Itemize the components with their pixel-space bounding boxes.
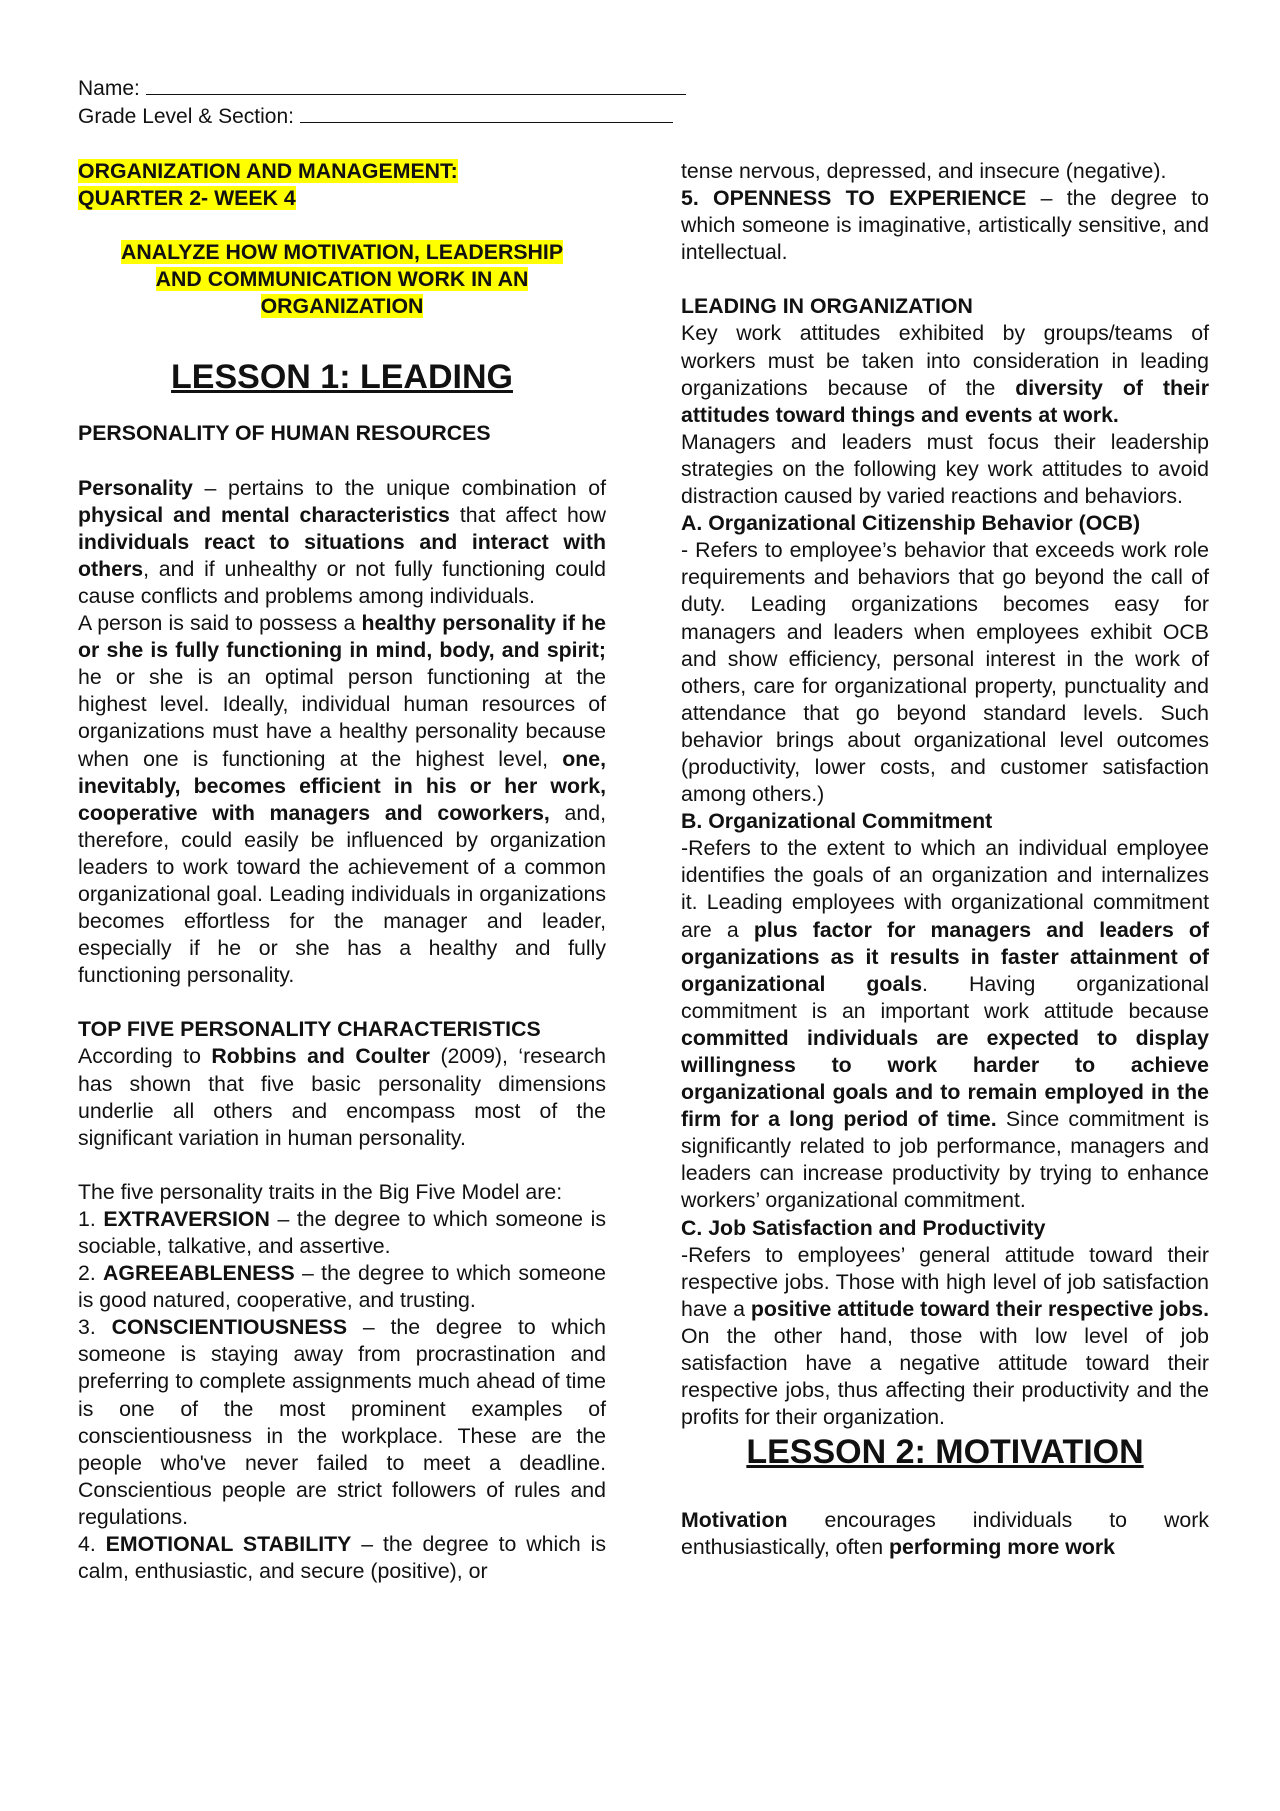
grade-label: Grade Level & Section: [78, 105, 294, 128]
robbins-paragraph: According to Robbins and Coulter (2009), ‘research has shown that five basic personality dimensions underlie all others and encompass most of the significant variation in human personality. [78, 1044, 606, 1150]
analyze-line3: ORGANIZATION [260, 294, 424, 319]
analyze-line1: ANALYZE HOW MOTIVATION, LEADERSHIP [120, 240, 564, 265]
trait-emotional-stability-cont: tense nervous, depressed, and insecure (negative). [681, 159, 1167, 183]
analyze-line2: AND COMMUNICATION WORK IN AN [155, 267, 529, 292]
course-title [78, 158, 606, 212]
trait-extraversion: 1. EXTRAVERSION – the degree to which someone is sociable, talkative, and assertive. [78, 1206, 606, 1258]
personality-paragraph: Personality – pertains to the unique combination of physical and mental characteristics that affect how individuals react to situations and interact with others, and if unhealthy or not fully functioning could cause conflicts and problems among individuals. [78, 475, 607, 608]
leading-heading: LEADING IN ORGANIZATION [681, 294, 973, 319]
job-satisfaction-text: -Refers to employees’ general attitude toward their respective jobs. Those with high level of job satisfaction have a positive attitude toward their respective jobs. On the other hand, those with low level of job satisfaction have a negative attitude toward their respective jobs, thus affecting their productivity and the profits for their organization. [681, 1242, 1209, 1430]
right-column [681, 158, 1209, 1562]
name-line [78, 74, 686, 102]
course-title-line2: QUARTER 2- WEEK 4 [78, 186, 296, 211]
managers-paragraph: Managers and leaders must focus their leadership strategies on the following key work attitudes to avoid distraction caused by varied reactions and behaviors. [681, 429, 1209, 509]
trait-emotional-stability: 4. EMOTIONAL STABILITY – the degree to which is calm, enthusiastic, and secure (positive), or [78, 1532, 606, 1584]
job-satisfaction-heading: C. Job Satisfaction and Productivity [681, 1215, 1046, 1240]
trait-openness: 5. OPENNESS TO EXPERIENCE – the degree to which someone is imaginative, artistically sensitive, and intellectual. [681, 186, 1209, 265]
grade-blank[interactable] [300, 102, 673, 123]
name-label: Name: [78, 77, 140, 100]
ocb-heading: A. Organizational Citizenship Behavior (OCB) [681, 511, 1141, 536]
name-blank[interactable] [146, 74, 686, 95]
lesson1-title: LESSON 1: LEADING [171, 358, 513, 397]
course-title-line1: ORGANIZATION AND MANAGEMENT: [78, 159, 458, 183]
ocb-text: - Refers to employee’s behavior that exceeds work role requirements and behaviors that go beyond the call of duty. Leading organizations becomes easy for managers and leaders when employees exhibit OCB and show efficiency, personal interest in the work of others, care for organizational property, punctuality and attendance that go beyond standard levels. Such behavior brings about organizational level outcomes (productivity, lower costs, and customer satisfaction among others.) [681, 538, 1209, 807]
personality-heading: PERSONALITY OF HUMAN RESOURCES [78, 421, 491, 446]
lesson2-title: LESSON 2: MOTIVATION [746, 1433, 1144, 1472]
commitment-heading: B. Organizational Commitment [681, 809, 993, 834]
key-attitudes-paragraph: Key work attitudes exhibited by groups/teams of workers must be taken into consideration in leading organizations because of the diversity of their attitudes toward things and events at work. [681, 321, 1210, 427]
trait-agreeableness: 2. AGREEABLENESS – the degree to which someone is good natured, cooperative, and trusting. [78, 1261, 606, 1313]
healthy-personality-paragraph: A person is said to possess a healthy personality if he or she is fully functioning in mind, body, and spirit; he or she is an optimal person functioning at the highest level. Ideally, individual human resources of organizations must have a healthy personality because when one is functioning at the highest level, one, inevitably, becomes efficient in his or her work, cooperative with managers and coworkers, and, therefore, could easily be influenced by organization leaders to work toward the achievement of a common organizational goal. Leading individuals in organizations becomes effortless for the manager and leader, especially if he or she has a healthy and fully functioning personality. [78, 611, 607, 988]
student-info-header [78, 74, 686, 130]
commitment-text: -Refers to the extent to which an individual employee identifies the goals of an organization and internalizes it. Leading employees with organizational commitment are a plus factor for managers and leaders of organizations as it results in faster attainment of organizational goals. Having organizational commitment is an important work attitude because committed individuals are expected to display willingness to work harder to achieve organizational goals and to remain employed in the firm for a long period of time. Since commitment is significantly related to job performance, managers and leaders can increase productivity by trying to enhance workers’ organizational commitment. [681, 836, 1210, 1213]
top5-heading: TOP FIVE PERSONALITY CHARACTERISTICS [78, 1017, 541, 1042]
left-column [78, 158, 606, 1585]
motivation-paragraph: Motivation encourages individuals to work enthusiastically, often performing more work [681, 1508, 1209, 1560]
trait-conscientiousness: 3. CONSCIENTIOUSNESS – the degree to which someone is staying away from procrastination and preferring to complete assignments much ahead of time is one of the most prominent examples of conscientiousness in the workplace. These are the people who've never failed to meet a deadline. Conscientious people are strict followers of rules and regulations. [78, 1315, 606, 1529]
analyze-title [78, 239, 606, 320]
grade-line [78, 102, 686, 130]
bigfive-intro: The five personality traits in the Big Five Model are: [78, 1179, 563, 1204]
